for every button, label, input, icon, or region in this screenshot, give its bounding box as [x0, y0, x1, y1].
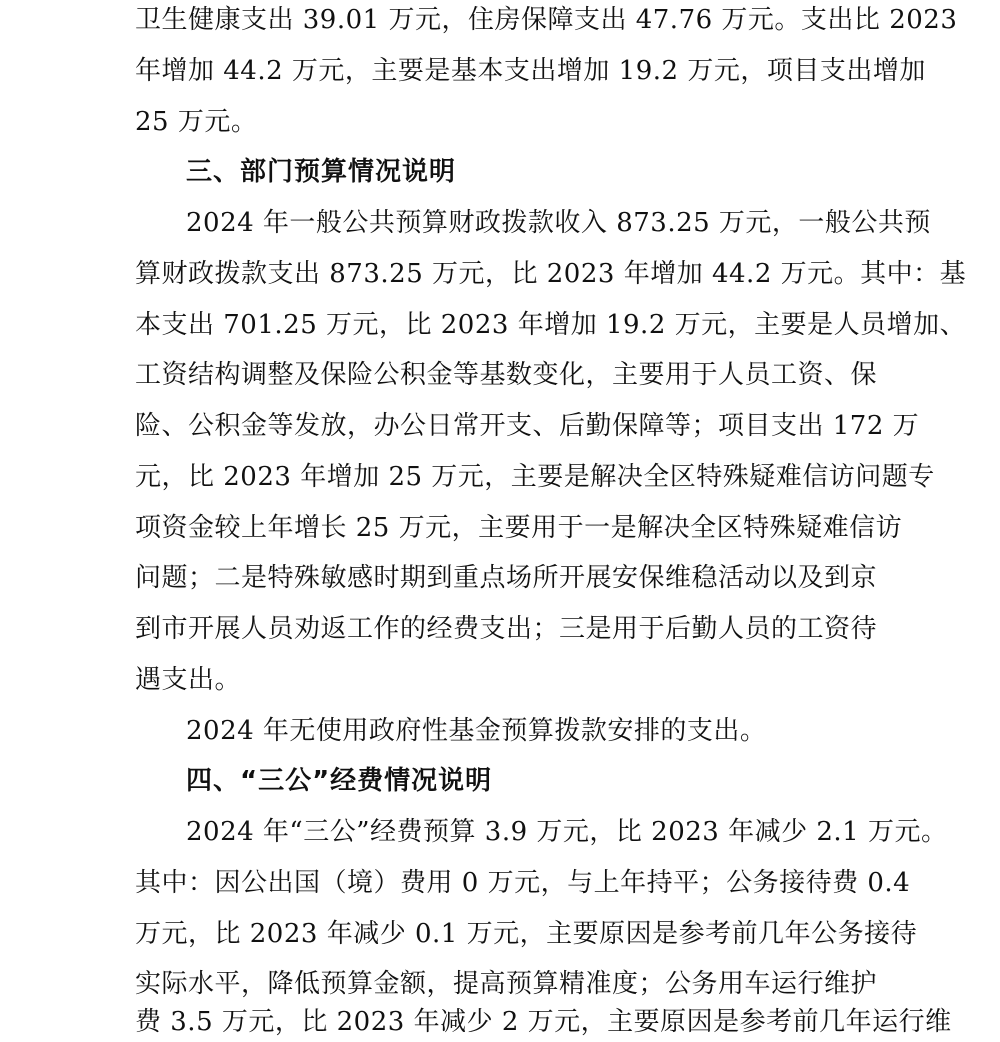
- section-heading-3: 三、部门预算情况说明: [186, 157, 457, 187]
- body-text-line: 2024 年“三公”经费预算 3.9 万元，比 2023 年减少 2.1 万元。: [186, 817, 948, 847]
- body-text-line: 其中：因公出国（境）费用 0 万元，与上年持平；公务接待费 0.4: [135, 868, 911, 898]
- section-heading-4: 四、“三公”经费情况说明: [186, 766, 493, 796]
- body-text-line: 实际水平，降低预算金额，提高预算精准度；公务用车运行维护: [135, 969, 878, 999]
- body-text-line: 问题；二是特殊敏感时期到重点场所开展安保维稳活动以及到京: [135, 563, 878, 593]
- body-text-line: 到市开展人员劝返工作的经费支出；三是用于后勤人员的工资待: [135, 614, 878, 644]
- body-text-line: 元，比 2023 年增加 25 万元，主要是解决全区特殊疑难信访问题专: [135, 462, 935, 492]
- body-text-line: 卫生健康支出 39.01 万元，住房保障支出 47.76 万元。支出比 2023: [135, 5, 958, 35]
- body-text-line: 险、公积金等发放，办公日常开支、后勤保障等；项目支出 172 万: [135, 411, 920, 441]
- body-text-line: 费 3.5 万元，比 2023 年减少 2 万元，主要原因是参考前几年运行维: [135, 1007, 952, 1037]
- body-text-line: 万元，比 2023 年减少 0.1 万元，主要原因是参考前几年公务接待: [135, 919, 918, 949]
- body-text-line: 2024 年无使用政府性基金预算拨款安排的支出。: [186, 716, 767, 746]
- body-text-line: 本支出 701.25 万元，比 2023 年增加 19.2 万元，主要是人员增加、: [135, 310, 967, 340]
- body-text-line: 算财政拨款支出 873.25 万元，比 2023 年增加 44.2 万元。其中：基: [135, 259, 967, 289]
- body-text-line: 工资结构调整及保险公积金等基数变化，主要用于人员工资、保: [135, 360, 878, 390]
- body-text-line: 2024 年一般公共预算财政拨款收入 873.25 万元，一般公共预: [186, 208, 931, 238]
- body-text-line: 年增加 44.2 万元，主要是基本支出增加 19.2 万元，项目支出增加: [135, 56, 926, 86]
- body-text-line: 项资金较上年增长 25 万元，主要用于一是解决全区特殊疑难信访: [135, 513, 903, 543]
- body-text-line: 25 万元。: [135, 107, 258, 137]
- body-text-line: 遇支出。: [135, 665, 242, 695]
